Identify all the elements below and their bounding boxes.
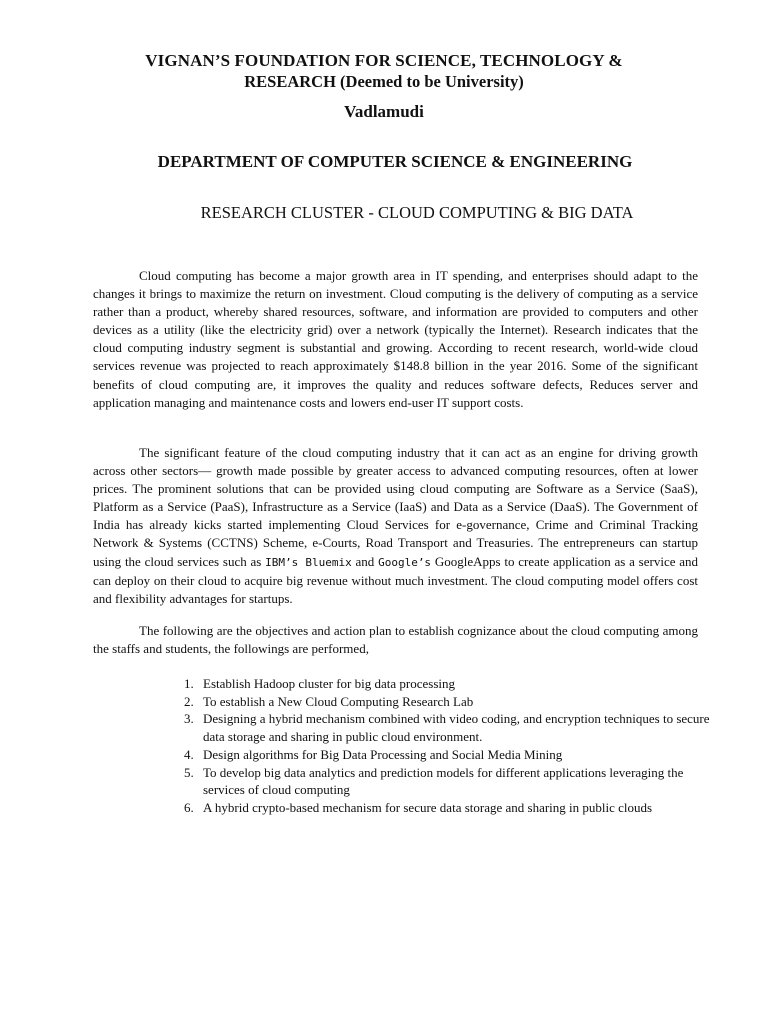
institution-name-line2: RESEARCH (Deemed to be University) (244, 72, 524, 91)
paragraph-features-start: The significant feature of the cloud computing industry that it can act as an engine for driving growth across other sectors— growth made possible by greater access to advanced computing resources, often at lower prices. The prominent solutions that can be provided using cloud computing are Software as a Service (SaaS), Platform as a Service (PaaS), Infrastructure as a Service (IaaS) and Data as a Service (DaaS). The Government of India has already kicks started implementing Cloud Services for e-governance, Crime and Criminal Tracking Network & Systems (CCTNS) Scheme, e-Courts, Road Transport and Treasuries. The entrepreneurs can startup using the cloud services such as (93, 445, 698, 569)
list-item-text: To establish a New Cloud Computing Research Lab (203, 693, 474, 709)
institution-name-line1: VIGNAN’S FOUNDATION FOR SCIENCE, TECHNOLOGY & (145, 51, 623, 70)
list-item-number: 1. (184, 676, 194, 691)
paragraph-objectives-intro: The following are the objectives and action plan to establish cognizance about the cloud computing among the staffs and students, the followings are performed, (93, 623, 698, 657)
ibm-bluemix-reference: IBM’s Bluemix (265, 555, 352, 569)
paragraph-features-end: GoogleApps to create application as a service and can deploy on their cloud to acquire big revenue without much investment. The cloud computing model offers cost and flexibility advantages for startups. (93, 553, 699, 606)
list-item (160, 710, 720, 745)
list-item-number: 4. (184, 746, 194, 762)
paragraph-cloud-intro: Cloud computing has become a major growth area in IT spending, and enterprises should adapt to the changes it brings to maximize the return on investment. Cloud computing is the delivery of computing as a service rather than a product, whereby shared resources, software, and information are provided to computers and other devices as a utility (like the electricity grid) over a network (typically the Internet). Research indicates that the cloud computing industry segment is substantial and growing. According to recent research, world-wide cloud services revenue was projected to reach approximately $148.8 billion in the year 2016. Some of the significant benefits of cloud computing are, it improves the quality and reduces software defects, Reduces server and application managing and maintenance costs and lowers end-user IT support costs. (93, 268, 698, 410)
research-cluster-title: RESEARCH CLUSTER - CLOUD COMPUTING & BIG DATA (200, 203, 634, 222)
list-item-text: Design algorithms for Big Data Processing and Social Media Mining (203, 746, 563, 762)
google-reference: Google’s (378, 555, 432, 569)
list-item-number: 2. (184, 693, 194, 709)
institution-location: Vadlamudi (344, 102, 424, 121)
list-item-number: 6. (184, 799, 194, 815)
paragraph-features-and: and (355, 553, 375, 569)
list-item-text: A hybrid crypto-based mechanism for secure data storage and sharing in public clouds (203, 799, 653, 815)
list-item-number: 5. (184, 764, 194, 780)
list-item (160, 746, 720, 764)
list-item-text: To develop big data analytics and prediction models for different applications leveraging the services of cloud computing (203, 764, 684, 798)
list-item (160, 675, 720, 693)
list-item-number: 3. (184, 711, 194, 727)
paragraph-cloud-features (93, 444, 698, 608)
list-item (160, 693, 720, 711)
list-item-text: Designing a hybrid mechanism combined with video coding, and encryption techniques to secure data storage and sharing in public cloud environment. (203, 711, 710, 745)
list-item (160, 764, 720, 799)
list-item-text: Establish Hadoop cluster for big data processing (203, 676, 455, 691)
objectives-list (160, 675, 720, 817)
department-title: DEPARTMENT OF COMPUTER SCIENCE & ENGINEERING (157, 152, 633, 171)
list-item (160, 799, 720, 817)
